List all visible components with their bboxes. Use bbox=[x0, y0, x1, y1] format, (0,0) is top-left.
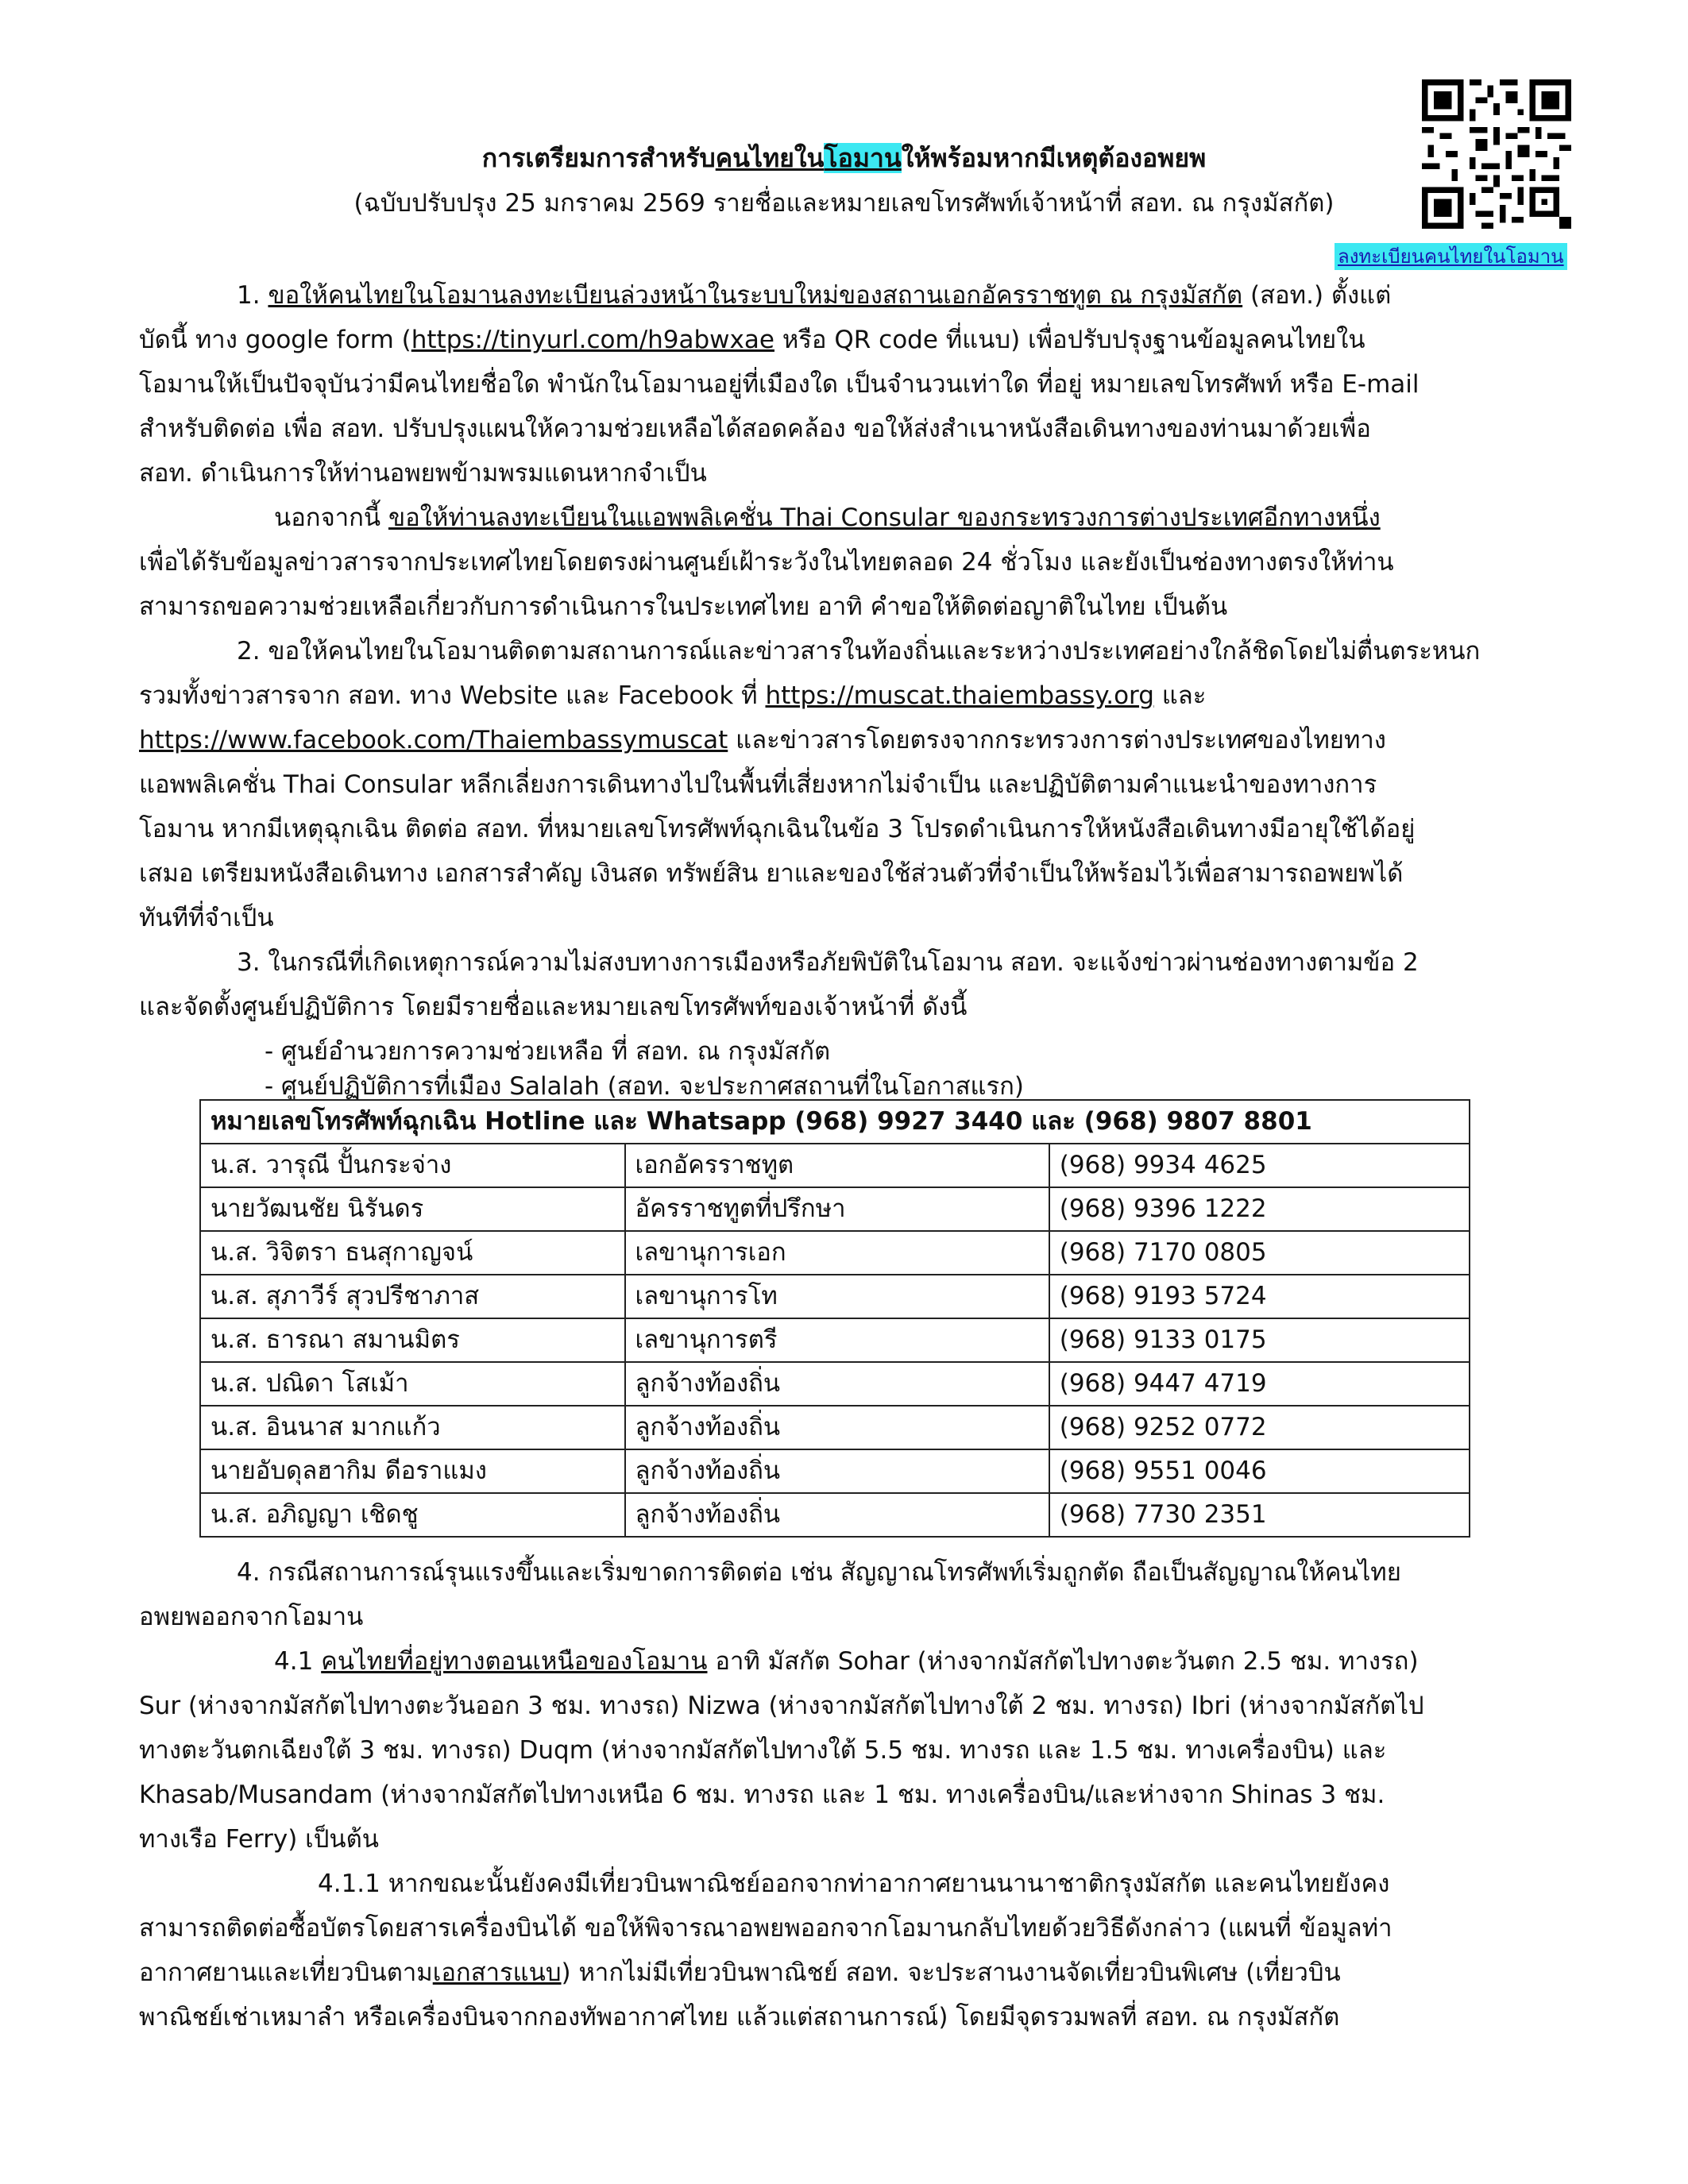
staff-phone: (968) 7170 0805 bbox=[1049, 1231, 1470, 1275]
text-span: อากาศยานและเที่ยวบินตาม bbox=[139, 1958, 433, 1987]
staff-position: ลูกจ้างท้องถิ่น bbox=[625, 1362, 1049, 1406]
table-row bbox=[200, 1187, 1470, 1231]
staff-phone: (968) 9133 0175 bbox=[1049, 1318, 1470, 1362]
para-4-line-1: 4. กรณีสถานการณ์รุนแรงขึ้นและเริ่มขาดการติดต่อ เช่น สัญญาณโทรศัพท์เริ่มถูกตัด ถือเป็นสัญญาณให้คนไทย bbox=[237, 1558, 1401, 1587]
text-span: 4.1 bbox=[274, 1647, 322, 1676]
para-2-line-4: แอพพลิเคชั่น Thai Consular หลีกเลี่ยงการเดินทางไปในพื้นที่เสี่ยงหากไม่จำเป็น และปฏิบัติตามคำแนะนำของทางการ bbox=[139, 770, 1377, 799]
table-row bbox=[200, 1275, 1470, 1318]
text-span: และข่าวสารโดยตรงจากกระทรวงการต่างประเทศของไทยทาง bbox=[728, 726, 1386, 754]
table-header-row bbox=[200, 1100, 1470, 1144]
staff-name: น.ส. วารุณี ปั้นกระจ่าง bbox=[200, 1144, 625, 1187]
attachment-link[interactable]: เอกสารแนบ bbox=[432, 1958, 562, 1987]
title-part-3: ให้พร้อมหากมีเหตุต้องอพยพ bbox=[901, 143, 1207, 173]
text-span: หรือ QR code ที่แนบ) เพื่อปรับปรุงฐานข้อมูลคนไทยใน bbox=[774, 326, 1365, 354]
title-part-1: การเตรียมการสำหรับ bbox=[481, 143, 716, 173]
para-4-1-1-line-4: พาณิชย์เช่าเหมาลำ หรือเครื่องบินจากกองทัพอากาศไทย แล้วแต่สถานการณ์) โดยมีจุดรวมพลที่ สอท. ณ กรุงมัสกัต bbox=[139, 2003, 1340, 2032]
staff-phone: (968) 9252 0772 bbox=[1049, 1406, 1470, 1449]
table-row bbox=[200, 1318, 1470, 1362]
staff-phone: (968) 9447 4719 bbox=[1049, 1362, 1470, 1406]
page-subtitle: (ฉบับปรับปรุง 25 มกราคม 2569 รายชื่อและหมายเลขโทรศัพท์เจ้าหน้าที่ สอท. ณ กรุงมัสกัต) bbox=[353, 189, 1335, 218]
para-2-line-6: เสมอ เตรียมหนังสือเดินทาง เอกสารสำคัญ เงินสด ทรัพย์สิน ยาและของใช้ส่วนตัวที่จำเป็นให้พร้อมไว้เพื่อสามารถอพยพได้ bbox=[139, 859, 1404, 888]
staff-position: ลูกจ้างท้องถิ่น bbox=[625, 1449, 1049, 1493]
north-oman-underlined: คนไทยที่อยู่ทางตอนเหนือของโอมาน bbox=[321, 1647, 708, 1676]
para-1-line-4: สำหรับติดต่อ เพื่อ สอท. ปรับปรุงแผนให้ความช่วยเหลือได้สอดคล้อง ขอให้ส่งสำเนาหนังสือเดินทางของท่านมาด้วยเพื่อ bbox=[139, 415, 1371, 443]
table-row bbox=[200, 1406, 1470, 1449]
google-form-link[interactable]: https://tinyurl.com/h9abwxae bbox=[411, 326, 774, 354]
text-span: และ bbox=[1153, 681, 1207, 710]
table-row bbox=[200, 1231, 1470, 1275]
para-2-line-5: โอมาน หากมีเหตุฉุกเฉิน ติดต่อ สอท. ที่หมายเลขโทรศัพท์ฉุกเฉินในข้อ 3 โปรดดำเนินการให้หนังสือเดินทางมีอายุใช้ได้อยู่ bbox=[139, 815, 1416, 843]
staff-name: น.ส. อินนาส มากแก้ว bbox=[200, 1406, 625, 1449]
para-2-line-1: 2. ขอให้คนไทยในโอมานติดตามสถานการณ์และข่าวสารในท้องถิ่นและระหว่างประเทศอย่างใกล้ชิดโดยไม่ตื่นตระหนก bbox=[237, 637, 1481, 666]
para-4-1-1-line-2: สามารถติดต่อซื้อบัตรโดยสารเครื่องบินได้ ขอให้พิจารณาอพยพออกจากโอมานกลับไทยด้วยวิธีดังกล่าว (แผนที่ ข้อมูลท่า bbox=[139, 1914, 1393, 1943]
staff-name: น.ส. สุภาวีร์ สุวปรีชาภาส bbox=[200, 1275, 625, 1318]
para-4-1-line-4: Khasab/Musandam (ห่างจากมัสกัตไปทางเหนือ 6 ชม. ทางรถ และ 1 ชม. ทางเครื่องบิน/และห่างจาก Shinas 3 ชม. bbox=[139, 1781, 1385, 1809]
staff-position: เลขานุการโท bbox=[625, 1275, 1049, 1318]
staff-phone: (968) 9551 0046 bbox=[1049, 1449, 1470, 1493]
staff-name: น.ส. อภิญญา เชิดชู bbox=[200, 1493, 625, 1537]
para-4-1-1-line-1: 4.1.1 หากขณะนั้นยังคงมีเที่ยวบินพาณิชย์ออกจากท่าอากาศยานนานาชาติกรุงมัสกัต และคนไทยยังคง bbox=[318, 1870, 1390, 1898]
table-row bbox=[200, 1493, 1470, 1537]
text-span: อาทิ มัสกัต Sohar (ห่างจากมัสกัตไปทางตะวันตก 2.5 ชม. ทางรถ) bbox=[707, 1647, 1419, 1676]
para-1-number: 1. bbox=[237, 281, 261, 310]
title-part-2: คนไทยใน bbox=[715, 143, 825, 173]
embassy-website-link[interactable]: https://muscat.thaiembassy.org bbox=[765, 681, 1154, 710]
staff-position: เลขานุการเอก bbox=[625, 1231, 1049, 1275]
page-title bbox=[0, 139, 1688, 177]
para-1-line-1 bbox=[237, 273, 1391, 318]
table-row bbox=[200, 1362, 1470, 1406]
text-span: รวมทั้งข่าวสารจาก สอท. ทาง Website และ Facebook ที่ bbox=[139, 681, 766, 710]
table-row bbox=[200, 1144, 1470, 1187]
para-1b-line-2: เพื่อได้รับข้อมูลข่าวสารจากประเทศไทยโดยตรงผ่านศูนย์เฝ้าระวังในไทยตลอด 24 ชั่วโมง และยังเป็นช่องทางตรงให้ท่าน bbox=[139, 548, 1394, 577]
para-4-1-line-5: ทางเรือ Ferry) เป็นต้น bbox=[139, 1825, 379, 1854]
table-row bbox=[200, 1449, 1470, 1493]
text-span: นอกจากนี้ bbox=[274, 504, 388, 532]
para-3-line-1: 3. ในกรณีที่เกิดเหตุการณ์ความไม่สงบทางการเมืองหรือภัยพิบัติในโอมาน สอท. จะแจ้งข่าวผ่านช่องทางตามข้อ 2 bbox=[237, 948, 1419, 977]
staff-phone: (968) 9396 1222 bbox=[1049, 1187, 1470, 1231]
bullet-1: - ศูนย์อำนวยการความช่วยเหลือ ที่ สอท. ณ กรุงมัสกัต bbox=[265, 1037, 831, 1066]
staff-name: น.ส. ธารณา สมานมิตร bbox=[200, 1318, 625, 1362]
para-4-1-line-2: Sur (ห่างจากมัสกัตไปทางตะวันออก 3 ชม. ทางรถ) Nizwa (ห่างจากมัสกัตไปทางใต้ 2 ชม. ทางรถ) Ibri (ห่างจากมัสกัตไป bbox=[139, 1692, 1424, 1720]
bullet-2: - ศูนย์ปฏิบัติการที่เมือง Salalah (สอท. จะประกาศสถานที่ในโอกาสแรก) bbox=[265, 1072, 1025, 1101]
text-span: บัดนี้ ทาง google form ( bbox=[139, 326, 411, 354]
staff-position: เลขานุการตรี bbox=[625, 1318, 1049, 1362]
staff-position: ลูกจ้างท้องถิ่น bbox=[625, 1406, 1049, 1449]
staff-phone: (968) 7730 2351 bbox=[1049, 1493, 1470, 1537]
facebook-page-link[interactable]: https://www.facebook.com/Thaiembassymuscat bbox=[139, 726, 728, 754]
contacts-table bbox=[199, 1099, 1470, 1538]
para-4-1-line-3: ทางตะวันตกเฉียงใต้ 3 ชม. ทางรถ) Duqm (ห่างจากมัสกัตไปทางใต้ 5.5 ชม. ทางรถ และ 1.5 ชม. ทางเครื่องบิน) และ bbox=[139, 1736, 1387, 1765]
staff-name: นายอับดุลฮากิม ดีอราแมง bbox=[200, 1449, 625, 1493]
para-2-line-3 bbox=[139, 718, 1386, 762]
qr-registration-link[interactable]: ลงทะเบียนคนไทยในโอมาน bbox=[1335, 243, 1567, 270]
hotline-header: หมายเลขโทรศัพท์ฉุกเฉิน Hotline และ Whatsapp (968) 9927 3440 และ (968) 9807 8801 bbox=[200, 1100, 1470, 1144]
staff-name: น.ส. วิจิตรา ธนสุกาญจน์ bbox=[200, 1231, 625, 1275]
staff-position: อัครราชทูตที่ปรึกษา bbox=[625, 1187, 1049, 1231]
para-3-line-2: และจัดตั้งศูนย์ปฏิบัติการ โดยมีรายชื่อและหมายเลขโทรศัพท์ของเจ้าหน้าที่ ดังนี้ bbox=[139, 993, 968, 1021]
para-4-1-line-1 bbox=[274, 1639, 1419, 1684]
para-1b-line-1 bbox=[274, 496, 1381, 540]
para-1b-line-3: สามารถขอความช่วยเหลือเกี่ยวกับการดำเนินการในประเทศไทย อาทิ คำขอให้ติดต่อญาติในไทย เป็นต้น bbox=[139, 592, 1228, 621]
staff-name: นายวัฒนชัย นิรันดร bbox=[200, 1187, 625, 1231]
para-2-line-2 bbox=[139, 673, 1206, 718]
para-1-text: (สอท.) ตั้งแต่ bbox=[1250, 281, 1392, 310]
title-highlight: โอมาน bbox=[824, 143, 902, 173]
para-1-line-3: โอมานให้เป็นปัจจุบันว่ามีคนไทยชื่อใด พำนักในโอมานอยู่ที่เมืองใด เป็นจำนวนเท่าใด ที่อยู่ หมายเลขโทรศัพท์ หรือ E-mail bbox=[139, 370, 1420, 399]
text-span: ) หากไม่มีเที่ยวบินพาณิชย์ สอท. จะประสานงานจัดเที่ยวบินพิเศษ (เที่ยวบิน bbox=[561, 1958, 1341, 1987]
para-4-line-2: อพยพออกจากโอมาน bbox=[139, 1603, 364, 1631]
para-2-line-7: ทันทีที่จำเป็น bbox=[139, 904, 274, 932]
staff-phone: (968) 9193 5724 bbox=[1049, 1275, 1470, 1318]
staff-name: น.ส. ปณิดา โสเม้า bbox=[200, 1362, 625, 1406]
staff-position: ลูกจ้างท้องถิ่น bbox=[625, 1493, 1049, 1537]
para-4-1-1-line-3 bbox=[139, 1951, 1341, 1995]
staff-position: เอกอัครราชทูต bbox=[625, 1144, 1049, 1187]
para-1-line-5: สอท. ดำเนินการให้ท่านอพยพข้ามพรมแดนหากจำเป็น bbox=[139, 459, 707, 488]
para-1-underlined: ขอให้คนไทยในโอมานลงทะเบียนล่วงหน้าในระบบใหม่ของสถานเอกอัครราชทูต ณ กรุงมัสกัต bbox=[268, 281, 1243, 310]
para-1-line-2 bbox=[139, 318, 1365, 362]
staff-phone: (968) 9934 4625 bbox=[1049, 1144, 1470, 1187]
thai-consular-underlined: ขอให้ท่านลงทะเบียนในแอพพลิเคชั่น Thai Consular ของกระทรวงการต่างประเทศอีกทางหนึ่ง bbox=[388, 504, 1381, 532]
